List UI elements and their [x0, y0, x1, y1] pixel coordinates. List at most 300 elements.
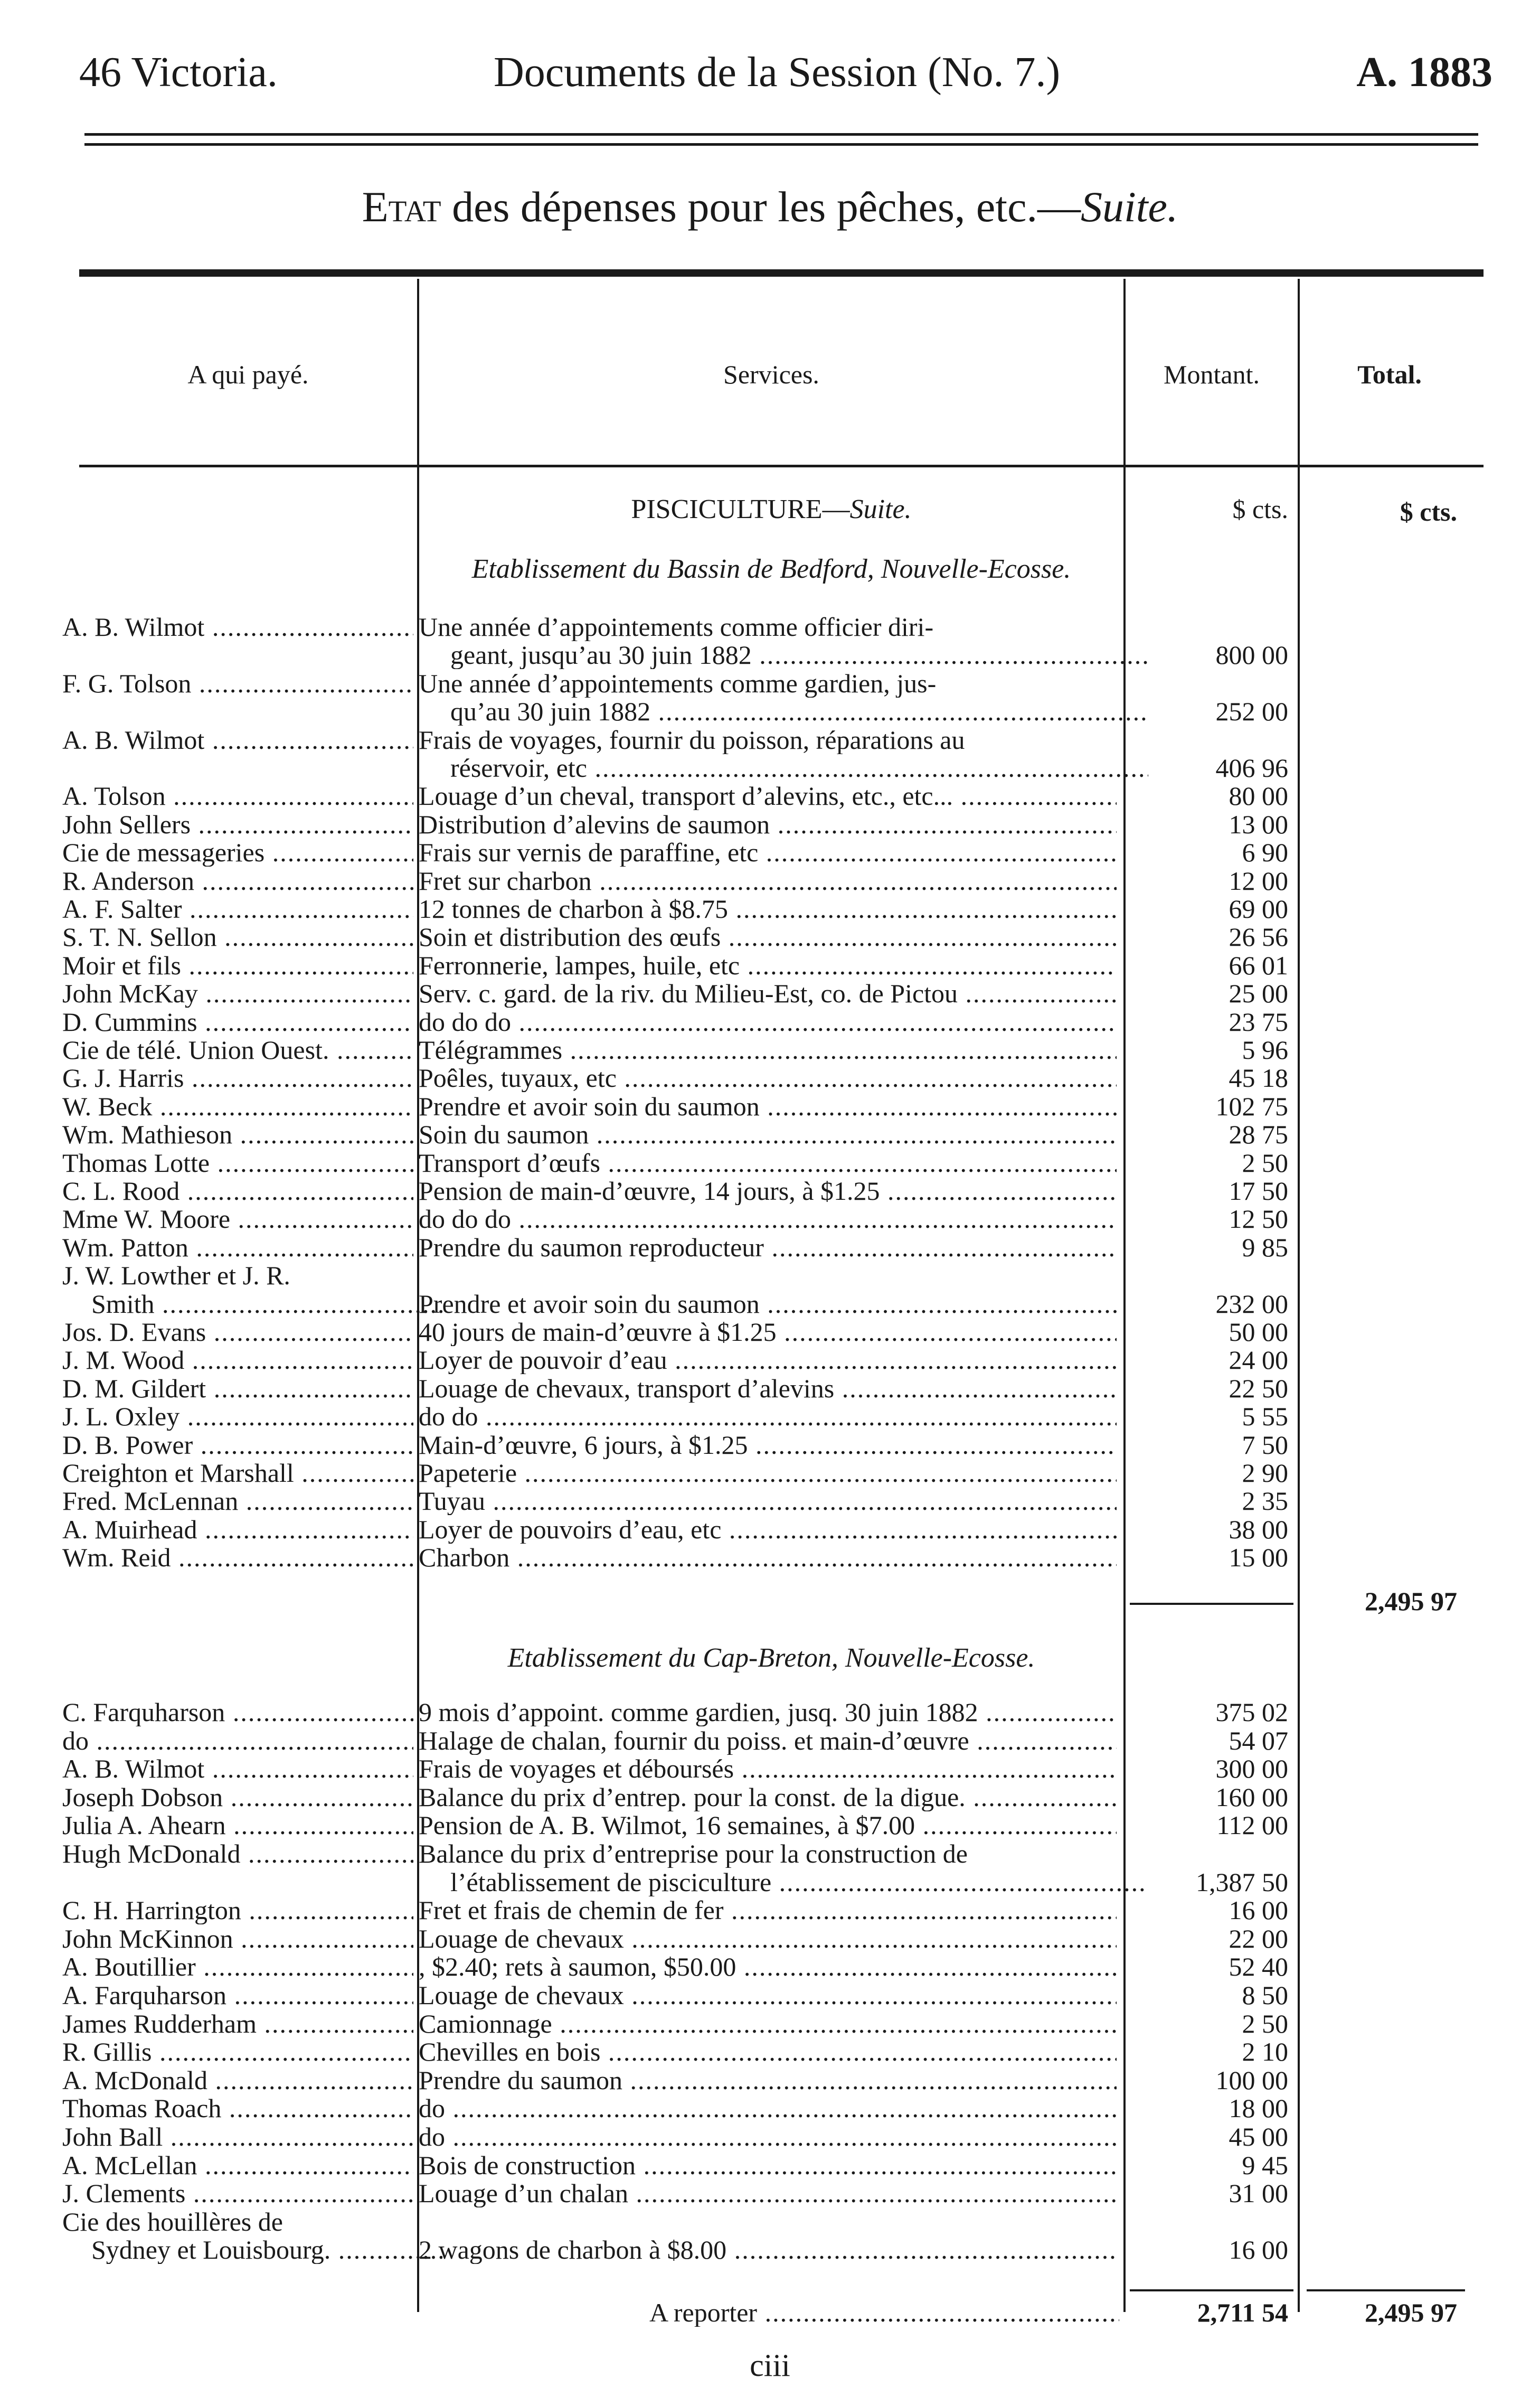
payee-cell-cont [62, 2235, 442, 2264]
total-unit: $ cts. [1400, 497, 1457, 527]
service-cell [419, 669, 1117, 698]
payee-cell-text: Wm. Patton [62, 1233, 188, 1262]
service-cell [419, 1952, 1117, 1981]
service-cell-cont-text: geant, jusqu’au 30 juin 1882 [450, 641, 752, 670]
payee-cell-text: Moir et fils [62, 951, 181, 980]
payee-cell [62, 838, 413, 867]
payee-cell-text: A. McLellan [62, 2150, 197, 2179]
payee-cell [62, 1346, 413, 1374]
amount-cell [1130, 1036, 1288, 1064]
service-cell-text: Une année d’appointements comme gardien, jus- [419, 669, 937, 698]
column-header-montant: Montant. [1164, 360, 1260, 389]
payee-cell [62, 895, 413, 923]
amount-cell-text: 6 90 [1242, 838, 1288, 868]
service-cell [419, 895, 1117, 923]
section-heading-suite: Suite. [849, 494, 912, 524]
amount-cell [1130, 782, 1288, 810]
amount-cell-text: 2 35 [1242, 1486, 1288, 1516]
amount-cell-text: 9 85 [1242, 1232, 1288, 1262]
payee-cell [62, 1092, 413, 1121]
service-cell [419, 782, 1117, 810]
service-cell [419, 2094, 1117, 2122]
amount-cell-text: 45 00 [1229, 2122, 1288, 2151]
payee-cell-cont-text: Smith [91, 1289, 155, 1318]
payee-cell-text: S. T. N. Sellon [62, 923, 217, 952]
service-cell [419, 2122, 1117, 2151]
payee-cell [62, 1896, 413, 1924]
amount-cell-text: 112 00 [1216, 1810, 1288, 1840]
service-cell-text: Pension de A. B. Wilmot, 16 semaines, à $7.00 [419, 1811, 915, 1840]
montant-unit: $ cts. [1232, 494, 1288, 524]
service-cell [419, 1318, 1117, 1346]
table-top-rule [79, 269, 1484, 277]
service-cell [419, 726, 1117, 754]
amount-cell-text: 2 10 [1242, 2037, 1288, 2067]
service-cell-text: Prendre du saumon reproducteur [419, 1233, 764, 1262]
payee-cell-text: Hugh McDonald [62, 1839, 241, 1868]
payee-cell-text: A. Tolson [62, 782, 166, 811]
payee-cell [62, 1177, 413, 1205]
page-header [0, 49, 1540, 107]
service-cell [419, 1726, 1117, 1755]
amount-cell [1130, 1205, 1288, 1233]
amount-cell-text: 300 00 [1215, 1754, 1288, 1784]
service-cell [419, 1896, 1117, 1924]
service-cell-text: Fret et frais de chemin de fer [419, 1896, 724, 1925]
amount-cell [1130, 1346, 1288, 1374]
service-cell-text: do do do [419, 1007, 511, 1036]
amount-cell-text: 13 00 [1229, 809, 1288, 839]
payee-cell-text: Jos. D. Evans [62, 1318, 206, 1346]
payee-cell [62, 979, 413, 1008]
amount-cell [1130, 1149, 1288, 1177]
payee-cell [62, 1839, 413, 1868]
column-divider-montant [1298, 279, 1300, 2312]
amount-cell [1130, 2009, 1288, 2038]
service-cell [419, 1783, 1117, 1811]
service-cell-text: do do do [419, 1205, 511, 1234]
amount-cell [1130, 1981, 1288, 2009]
service-cell-text: Serv. c. gard. de la riv. du Milieu-Est, co. de Pictou [419, 979, 958, 1008]
payee-cell-text: D. M. Gildert [62, 1374, 206, 1403]
service-cell-text: Papeterie [419, 1459, 517, 1487]
payee-cell-text: R. Gillis [62, 2037, 152, 2066]
payee-cell [62, 923, 413, 951]
service-cell-text: Camionnage [419, 2009, 552, 2038]
amount-cell-text: 232 00 [1215, 1289, 1288, 1319]
payee-cell [62, 2037, 413, 2066]
service-cell [419, 1205, 1117, 1233]
payee-cell-text: J. Clements [62, 2179, 186, 2208]
amount-cell [1130, 1008, 1288, 1036]
amount-cell [1130, 1374, 1288, 1403]
payee-cell-text: Julia A. Ahearn [62, 1811, 226, 1840]
service-cell-text: Frais de voyages et déboursés [419, 1754, 734, 1783]
amount-cell [1130, 1120, 1288, 1149]
payee-cell [62, 1261, 413, 1290]
payee-cell [62, 2094, 413, 2122]
payee-cell-text: F. G. Tolson [62, 669, 192, 698]
payee-cell-text: A. Boutillier [62, 1952, 196, 1981]
payee-cell [62, 1374, 413, 1403]
payee-cell-text: C. Farquharson [62, 1698, 225, 1726]
service-cell [419, 1811, 1117, 1839]
payee-cell-text: Cie de messageries [62, 838, 265, 867]
amount-cell-text: 31 00 [1229, 2178, 1288, 2208]
payee-cell [62, 1064, 413, 1092]
payee-cell [62, 2066, 413, 2094]
payee-cell [62, 1952, 413, 1981]
amount-cell-text: 12 50 [1229, 1204, 1288, 1234]
service-cell [419, 1839, 1117, 1868]
payee-cell [62, 1754, 413, 1783]
title-prefix: Etat [362, 183, 441, 231]
payee-cell [62, 2122, 413, 2151]
service-cell [419, 1177, 1117, 1205]
footer-carry-text: A reporter [649, 2298, 758, 2327]
service-cell [419, 1431, 1117, 1459]
service-cell-cont-text: Prendre et avoir soin du saumon [419, 1289, 760, 1318]
service-cell-text: Soin du saumon [419, 1120, 589, 1149]
service-cell-text: Transport d’œufs [419, 1148, 600, 1177]
amount-cell [1130, 1092, 1288, 1121]
service-cell-text: Balance du prix d’entrep. pour la const. de la digue. [419, 1782, 966, 1811]
service-cell-text: Frais de voyages, fournir du poisson, réparations au [419, 725, 965, 754]
amount-cell [1130, 1459, 1288, 1487]
payee-cell [62, 613, 413, 641]
amount-cell-text: 8 50 [1242, 1980, 1288, 2010]
payee-cell [62, 1318, 413, 1346]
service-cell [419, 2151, 1117, 2179]
service-cell-cont [419, 754, 1148, 782]
payee-cell [62, 2009, 413, 2038]
header-year: A. 1883 [1356, 49, 1492, 96]
column-divider-services [1123, 279, 1126, 2312]
service-cell [419, 613, 1117, 641]
payee-cell [62, 782, 413, 810]
service-cell [419, 2179, 1117, 2207]
service-cell-text: Bois de construction [419, 2150, 636, 2179]
amount-cell [1130, 697, 1288, 726]
payee-cell-text: A. B. Wilmot [62, 613, 205, 641]
service-cell [419, 1754, 1117, 1783]
amount-cell-text: 16 00 [1229, 2235, 1288, 2265]
amount-cell-text: 800 00 [1215, 640, 1288, 670]
payee-cell-text: Cie de télé. Union Ouest. [62, 1036, 329, 1064]
amount-cell [1130, 838, 1288, 867]
amount-cell-text: 22 00 [1229, 1923, 1288, 1953]
service-cell [419, 1064, 1117, 1092]
service-cell-text: Soin et distribution des œufs [419, 923, 721, 952]
payee-cell-text: A. B. Wilmot [62, 1754, 205, 1783]
payee-cell [62, 1008, 413, 1036]
amount-cell [1130, 951, 1288, 980]
header-rule [84, 133, 1478, 146]
column-header-total: Total. [1357, 360, 1422, 389]
title-main: des dépenses pour les pêches, etc.— [441, 183, 1081, 231]
amount-cell [1130, 1924, 1288, 1953]
service-cell-text: Télégrammes [419, 1036, 563, 1064]
service-cell [419, 1120, 1117, 1149]
service-cell [419, 1346, 1117, 1374]
amount-cell [1130, 2151, 1288, 2179]
amount-cell [1130, 1290, 1288, 1318]
amount-cell [1130, 2235, 1288, 2264]
payee-cell [62, 1726, 413, 1755]
amount-cell [1130, 1783, 1288, 1811]
column-header-services: Services. [723, 360, 819, 389]
service-cell [419, 979, 1117, 1008]
amount-cell [1130, 2066, 1288, 2094]
service-cell-cont-text: l’établissement de pisciculture [450, 1867, 772, 1896]
service-cell [419, 867, 1117, 895]
service-cell-text: Loyer de pouvoir d’eau [419, 1346, 667, 1375]
service-cell-text: Prendre et avoir soin du saumon [419, 1092, 760, 1121]
service-cell-text: Frais sur vernis de paraffine, etc [419, 838, 759, 867]
bedford-subheading: Etablissement du Bassin de Bedford, Nouvelle-Ecosse. [471, 554, 1071, 584]
amount-cell [1130, 1754, 1288, 1783]
amount-cell-text: 12 00 [1229, 866, 1288, 896]
payee-cell-text: John McKay [62, 979, 198, 1008]
payee-cell [62, 1543, 413, 1572]
amount-cell-text: 52 40 [1229, 1952, 1288, 1982]
amount-cell-text: 2 90 [1242, 1458, 1288, 1488]
amount-cell-text: 2 50 [1242, 2008, 1288, 2038]
amount-cell-text: 28 75 [1229, 1120, 1288, 1150]
capbreton-subheading: Etablissement du Cap-Breton, Nouvelle-Ecosse. [507, 1643, 1035, 1673]
amount-cell-text: 160 00 [1215, 1782, 1288, 1812]
payee-cell [62, 1120, 413, 1149]
service-cell-text: Fret sur charbon [419, 866, 592, 895]
amount-cell-text: 23 75 [1229, 1007, 1288, 1037]
payee-cell [62, 2151, 413, 2179]
payee-cell-text: R. Anderson [62, 866, 194, 895]
amount-cell [1130, 1431, 1288, 1459]
payee-cell [62, 1981, 413, 2009]
amount-cell-text: 25 00 [1229, 979, 1288, 1009]
service-cell-text: Louage de chevaux [419, 1981, 624, 2009]
service-cell-cont-text: qu’au 30 juin 1882 [450, 697, 651, 726]
amount-cell-text: 45 18 [1229, 1063, 1288, 1093]
service-cell-text: Poêles, tuyaux, etc [419, 1064, 617, 1093]
amount-cell [1130, 1233, 1288, 1262]
payee-cell-cont-text: Sydney et Louisbourg. [91, 2235, 331, 2264]
payee-cell-text: Mme W. Moore [62, 1205, 231, 1234]
service-cell-cont [419, 2235, 1117, 2264]
service-cell-text: Louage d’un chalan [419, 2179, 629, 2208]
payee-cell-text: Cie des houillères de [62, 2207, 283, 2236]
amount-cell [1130, 1952, 1288, 1981]
amount-cell [1130, 1177, 1288, 1205]
payee-cell [62, 1149, 413, 1177]
payee-cell-text: John Ball [62, 2122, 163, 2151]
service-cell [419, 951, 1117, 980]
service-cell [419, 1698, 1117, 1726]
service-cell-text: 40 jours de main-d’œuvre à $1.25 [419, 1318, 777, 1346]
service-cell-cont [419, 1290, 1117, 1318]
payee-cell [62, 1783, 413, 1811]
service-cell-text: Une année d’appointements comme officier diri- [419, 613, 934, 641]
amount-cell [1130, 1868, 1288, 1896]
payee-cell-text: J. M. Wood [62, 1346, 185, 1375]
service-cell [419, 1487, 1117, 1515]
page-title [0, 182, 1540, 232]
service-cell-text: Chevilles en bois [419, 2037, 601, 2066]
payee-cell [62, 669, 413, 698]
footer-sum-rule-total [1307, 2289, 1465, 2291]
table-header-rule [79, 465, 1484, 467]
service-cell [419, 2066, 1117, 2094]
payee-cell [62, 2207, 413, 2236]
amount-cell-text: 69 00 [1229, 894, 1288, 924]
amount-cell [1130, 1318, 1288, 1346]
amount-cell [1130, 979, 1288, 1008]
payee-cell-text: Wm. Mathieson [62, 1120, 233, 1149]
footer-carry-label [649, 2298, 1119, 2327]
payee-cell [62, 1924, 413, 1953]
amount-cell [1130, 1698, 1288, 1726]
amount-cell-text: 406 96 [1215, 753, 1288, 783]
service-cell [419, 1233, 1117, 1262]
service-cell [419, 1981, 1117, 2009]
service-cell-text: Balance du prix d’entreprise pour la construction de [419, 1839, 968, 1868]
service-cell-cont-text: réservoir, etc [450, 754, 587, 782]
payee-cell [62, 1459, 413, 1487]
service-cell [419, 1008, 1117, 1036]
payee-cell [62, 1811, 413, 1839]
payee-cell-text: J. L. Oxley [62, 1402, 180, 1431]
payee-cell-text: A. F. Salter [62, 895, 182, 923]
amount-cell [1130, 2094, 1288, 2122]
header-session: 46 Victoria. [79, 49, 278, 96]
amount-cell [1130, 1811, 1288, 1839]
service-cell-text: Louage d’un cheval, transport d’alevins, etc., etc... [419, 782, 953, 811]
amount-cell [1130, 754, 1288, 782]
service-cell-text: Distribution d’alevins de saumon [419, 810, 770, 839]
service-cell [419, 1149, 1117, 1177]
service-cell-text: Tuyau [419, 1487, 485, 1516]
amount-cell-text: 9 45 [1242, 2150, 1288, 2180]
service-cell [419, 810, 1117, 839]
payee-cell-text: D. B. Power [62, 1430, 193, 1459]
amount-cell [1130, 1064, 1288, 1092]
service-cell-text: 12 tonnes de charbon à $8.75 [419, 895, 728, 923]
amount-cell [1130, 810, 1288, 839]
payee-cell [62, 951, 413, 980]
payee-cell [62, 1233, 413, 1262]
service-cell [419, 1515, 1117, 1544]
payee-cell-text: C. L. Rood [62, 1177, 180, 1205]
payee-cell [62, 1487, 413, 1515]
payee-cell-text: W. Beck [62, 1092, 153, 1121]
amount-cell-text: 1,387 50 [1196, 1867, 1288, 1897]
amount-cell-text: 2 50 [1242, 1148, 1288, 1178]
payee-cell-text: A. McDonald [62, 2065, 207, 2094]
amount-cell-text: 252 00 [1215, 697, 1288, 727]
service-cell-text: Louage de chevaux, transport d’alevins [419, 1374, 835, 1403]
service-cell-text: do do [419, 1402, 478, 1431]
amount-cell-text: 38 00 [1229, 1514, 1288, 1544]
amount-cell [1130, 923, 1288, 951]
section-heading [419, 494, 1123, 525]
amount-cell [1130, 1726, 1288, 1755]
header-document: Documents de la Session (No. 7.) [494, 49, 1061, 96]
payee-cell-cont [62, 1290, 442, 1318]
title-suite: Suite. [1080, 183, 1178, 231]
payee-cell-text: Fred. McLennan [62, 1487, 239, 1516]
amount-cell-text: 5 96 [1242, 1035, 1288, 1065]
payee-cell-text: James Rudderham [62, 2009, 257, 2038]
page-folio: ciii [750, 2348, 790, 2383]
payee-cell [62, 1402, 413, 1431]
payee-cell [62, 2179, 413, 2207]
amount-cell-text: 18 00 [1229, 2093, 1288, 2123]
payee-cell-text: A. B. Wilmot [62, 725, 205, 754]
payee-cell [62, 1515, 413, 1544]
amount-cell [1130, 1896, 1288, 1924]
footer-sum-rule-montant [1130, 2289, 1293, 2291]
payee-cell-text: Wm. Reid [62, 1543, 171, 1572]
payee-cell-text: A. Muirhead [62, 1515, 197, 1544]
amount-cell-text: 54 07 [1229, 1725, 1288, 1755]
service-cell [419, 1374, 1117, 1403]
service-cell-text: Pension de main-d’œuvre, 14 jours, à $1.25 [419, 1177, 880, 1205]
service-cell-text: Louage de chevaux [419, 1924, 624, 1953]
amount-cell-text: 22 50 [1229, 1373, 1288, 1403]
amount-cell-text: 100 00 [1215, 2065, 1288, 2095]
payee-cell [62, 1036, 413, 1064]
payee-cell-text: J. W. Lowther et J. R. [62, 1261, 290, 1290]
amount-cell-text: 24 00 [1229, 1345, 1288, 1375]
payee-cell-text: John Sellers [62, 810, 191, 839]
footer-montant: 2,711 54 [1197, 2298, 1288, 2327]
amount-cell [1130, 1515, 1288, 1544]
service-cell [419, 2009, 1117, 2038]
service-cell [419, 1543, 1117, 1572]
amount-cell-text: 5 55 [1242, 1402, 1288, 1432]
amount-cell [1130, 2179, 1288, 2207]
amount-cell-text: 66 01 [1229, 950, 1288, 980]
amount-cell-text: 102 75 [1215, 1091, 1288, 1121]
payee-cell-text: Creighton et Marshall [62, 1459, 294, 1487]
payee-cell [62, 1698, 413, 1726]
service-cell [419, 1092, 1117, 1121]
amount-cell [1130, 1543, 1288, 1572]
footer-total: 2,495 97 [1365, 2298, 1457, 2327]
service-cell-text: Loyer de pouvoirs d’eau, etc [419, 1515, 722, 1544]
service-cell-text: do [419, 2094, 445, 2123]
service-cell-text: Prendre du saumon [419, 2065, 623, 2094]
amount-cell [1130, 1487, 1288, 1515]
amount-cell [1130, 641, 1288, 669]
bedford-total: 2,495 97 [1365, 1586, 1457, 1616]
service-cell-text: 9 mois d’appoint. comme gardien, jusq. 30 juin 1882 [419, 1698, 978, 1726]
payee-cell-text: D. Cummins [62, 1007, 197, 1036]
payee-cell [62, 810, 413, 839]
payee-cell-text: John McKinnon [62, 1924, 233, 1953]
amount-cell [1130, 2037, 1288, 2066]
amount-cell-text: 26 56 [1229, 922, 1288, 952]
service-cell-cont [419, 1868, 1148, 1896]
amount-cell [1130, 2122, 1288, 2151]
amount-cell-text: 50 00 [1229, 1317, 1288, 1347]
service-cell-cont [419, 697, 1148, 726]
column-header-payee: A qui payé. [187, 360, 309, 389]
bedford-sum-rule [1130, 1603, 1293, 1605]
payee-cell [62, 726, 413, 754]
service-cell [419, 1036, 1117, 1064]
service-cell-cont [419, 641, 1148, 669]
